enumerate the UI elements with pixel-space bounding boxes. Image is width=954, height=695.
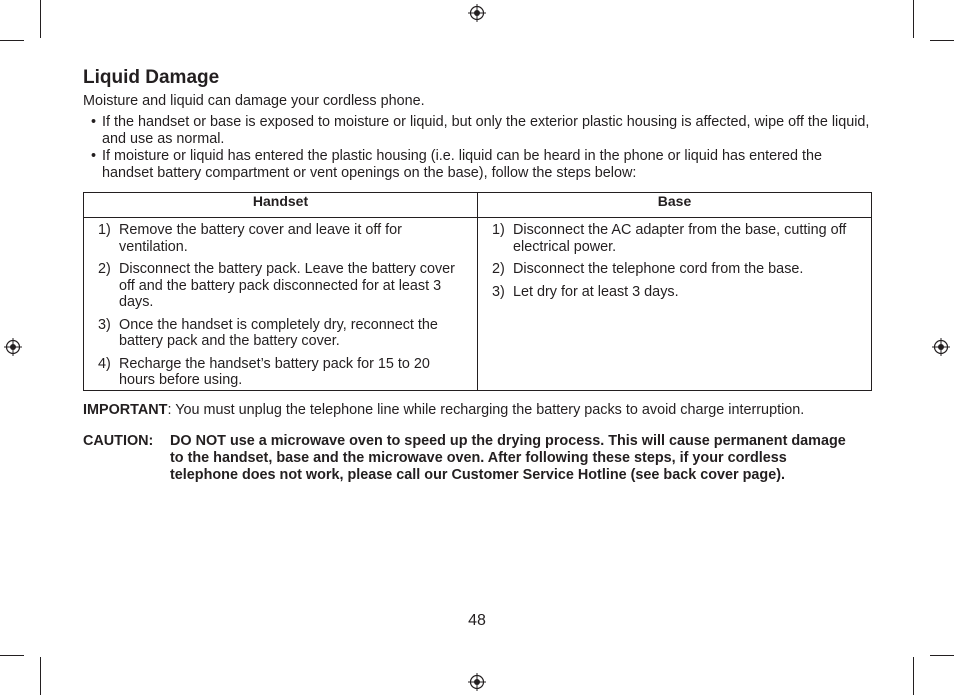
- step-text: Let dry for at least 3 days.: [513, 283, 679, 300]
- step-number: 3): [492, 283, 505, 300]
- crop-mark: [0, 40, 24, 41]
- caution-label: CAUTION:: [83, 432, 154, 449]
- important-note: [83, 401, 873, 419]
- registration-mark-icon: [468, 673, 486, 691]
- list-item: [98, 222, 469, 255]
- list-item: [98, 356, 469, 389]
- list-item: [98, 317, 469, 350]
- list-item: [492, 261, 863, 278]
- bullet-list: [83, 114, 873, 182]
- step-text: Once the handset is completely dry, reconnect the battery pack and the battery cover.: [119, 316, 438, 349]
- registration-mark-icon: [4, 338, 22, 356]
- caution-note: [83, 433, 873, 484]
- caution-text: DO NOT use a microwave oven to speed up the drying process. This will cause permanent damage to the handset, base and the microwave oven. After following these steps, if your cordless telephone does not work, please call our Customer Service Hotline (see back cover page).: [170, 432, 846, 483]
- registration-mark-icon: [468, 4, 486, 22]
- crop-mark: [0, 655, 24, 656]
- base-steps-cell: [478, 218, 872, 391]
- step-number: 1): [492, 222, 505, 238]
- base-steps-list: [492, 222, 863, 300]
- intro-text: Moisture and liquid can damage your cordless phone.: [83, 93, 425, 109]
- page-content: [83, 66, 873, 484]
- step-number: 2): [98, 261, 111, 277]
- bullet-item: [91, 148, 873, 182]
- bullet-glyph: •: [91, 148, 97, 164]
- important-label: IMPORTANT: [83, 401, 168, 418]
- bullet-item: [91, 114, 873, 148]
- list-item: [98, 261, 469, 311]
- column-header-base: Base: [478, 193, 872, 218]
- registration-mark-icon: [932, 338, 950, 356]
- bullet-glyph: •: [91, 114, 97, 130]
- section-heading: Liquid Damage: [83, 67, 220, 88]
- crop-mark: [930, 655, 954, 656]
- step-number: 2): [492, 261, 505, 277]
- step-text: Recharge the handset’s battery pack for 15 to 20 hours before using.: [119, 355, 430, 388]
- crop-mark: [40, 0, 41, 38]
- page-number: 48: [468, 612, 486, 629]
- step-number: 4): [98, 355, 111, 372]
- step-text: Disconnect the telephone cord from the base.: [513, 261, 804, 277]
- step-text: Remove the battery cover and leave it off for ventilation.: [119, 222, 402, 255]
- list-item: [492, 284, 863, 301]
- bullet-text: If the handset or base is exposed to moisture or liquid, but only the exterior plastic housing is affected, wipe off the liquid, and use as normal.: [102, 114, 870, 147]
- bullet-text: If moisture or liquid has entered the plastic housing (i.e. liquid can be heard in the phone or liquid has entered the handset battery compartment or vent openings on the base), follow the steps below:: [102, 148, 822, 181]
- step-number: 3): [98, 316, 111, 333]
- list-item: [492, 222, 863, 255]
- crop-mark: [913, 0, 914, 38]
- crop-mark: [930, 40, 954, 41]
- crop-mark: [40, 657, 41, 695]
- important-text: : You must unplug the telephone line while recharging the battery packs to avoid charge interruption.: [167, 401, 805, 418]
- handset-steps-cell: [84, 218, 478, 391]
- step-text: Disconnect the AC adapter from the base, cutting off electrical power.: [513, 222, 847, 255]
- crop-mark: [913, 657, 914, 695]
- column-header-handset: Handset: [84, 193, 478, 218]
- handset-steps-list: [98, 222, 469, 389]
- step-text: Disconnect the battery pack. Leave the battery cover off and the battery pack disconnected for at least 3 days.: [119, 261, 455, 310]
- step-number: 1): [98, 222, 111, 238]
- steps-table: [83, 192, 872, 391]
